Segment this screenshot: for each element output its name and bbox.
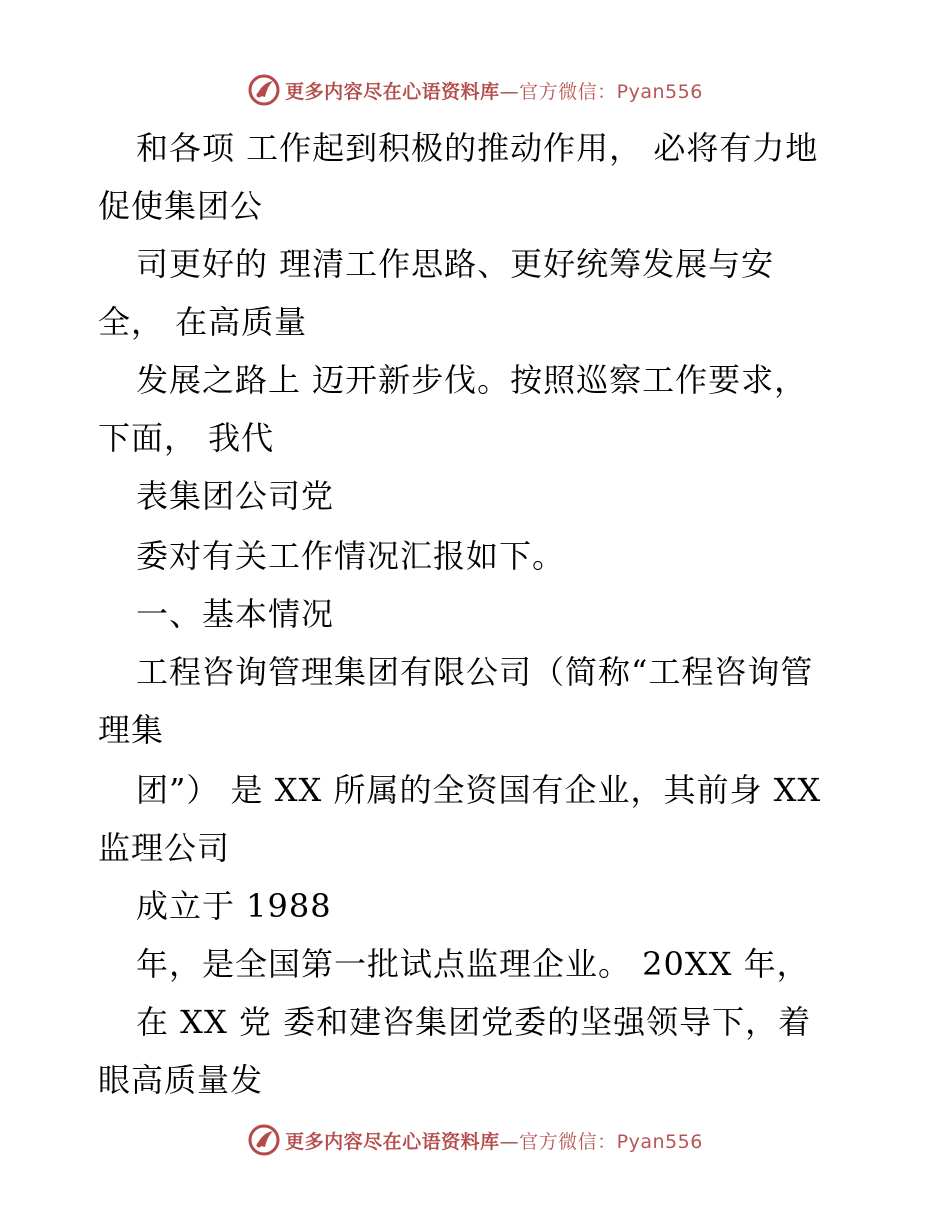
body-line-4: 全， 在高质量 <box>98 303 308 341</box>
footer-banner-wechat: 官方微信：Pyan556 <box>519 1130 703 1153</box>
footer-banner-dash: — <box>499 1130 520 1153</box>
body-line-16: 在 XX 党 委和建咨集团党委的坚强领导下，着 <box>136 1003 812 1041</box>
body-line-8: 委对有关工作情况汇报如下。 <box>136 537 566 575</box>
footer-banner-text <box>285 1127 703 1154</box>
body-line-5: 发展之路上 迈开新步伐。按照巡察工作要求， <box>136 361 808 399</box>
header-banner <box>0 70 950 110</box>
body-line-11: 理集 <box>98 711 165 749</box>
body-line-6: 下面， 我代 <box>98 419 275 457</box>
body-line-14: 成立于 1988 <box>136 887 332 925</box>
body-line-3: 司更好的 理清工作思路、更好统筹发展与安 <box>136 245 775 283</box>
body-line-15: 年，是全国第一批试点监理企业。 20XX 年， <box>136 945 810 983</box>
body-line-7: 表集团公司党 <box>136 477 335 515</box>
body-line-2: 促使集团公 <box>98 187 264 225</box>
header-banner-main: 更多内容尽在心语资料库 <box>285 80 500 103</box>
body-line-17: 眼高质量发 <box>98 1061 264 1099</box>
header-banner-dash: — <box>499 80 520 103</box>
brand-logo-icon <box>247 1123 281 1157</box>
body-line-10: 工程咨询管理集团有限公司（简称“工程咨询管 <box>136 653 814 691</box>
body-line-1: 和各项 工作起到积极的推动作用， 必将有力地 <box>136 129 819 167</box>
body-line-12: 团”） 是 XX 所属的全资国有企业，其前身 XX <box>136 771 822 809</box>
brand-logo-icon <box>247 73 281 107</box>
header-banner-inner <box>247 73 703 107</box>
footer-banner-inner <box>247 1123 703 1157</box>
footer-banner-main: 更多内容尽在心语资料库 <box>285 1130 500 1153</box>
header-banner-text <box>285 77 703 104</box>
header-banner-wechat: 官方微信：Pyan556 <box>519 80 703 103</box>
section-heading: 一、基本情况 <box>136 595 335 633</box>
footer-banner <box>0 1120 950 1160</box>
body-line-13: 监理公司 <box>98 829 231 867</box>
